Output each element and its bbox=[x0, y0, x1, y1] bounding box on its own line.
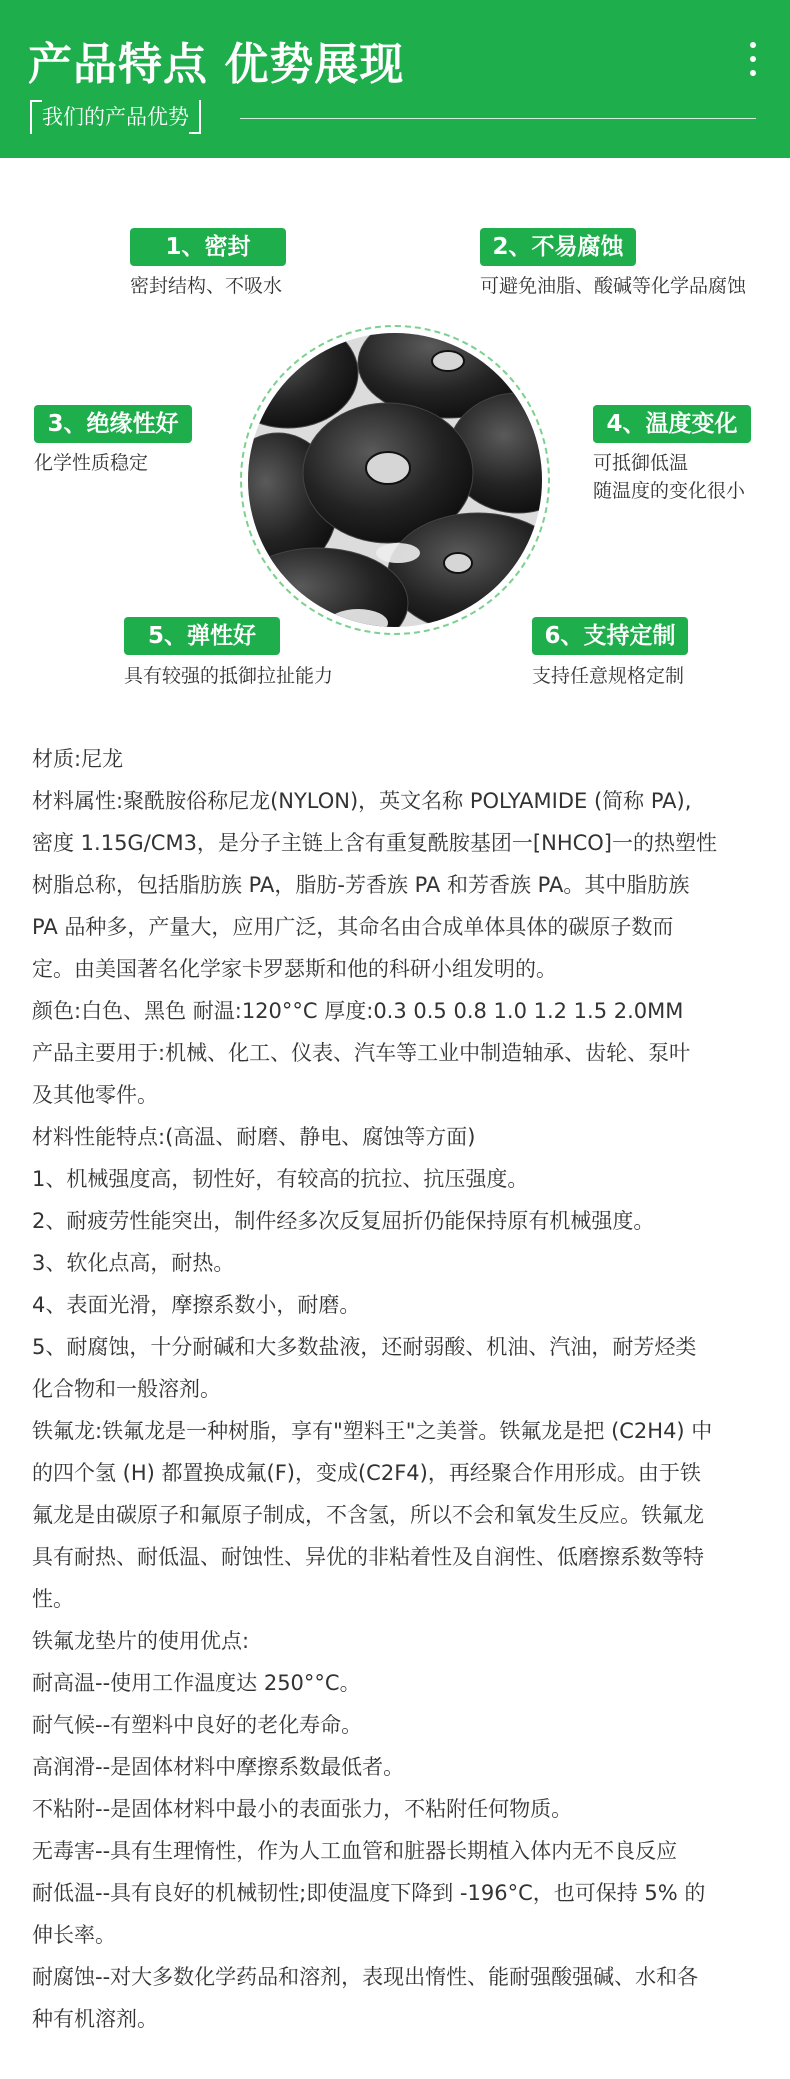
content-line: PA 品种多，产量大，应用广泛，其命名由合成单体具体的碳原子数而 bbox=[32, 915, 674, 939]
feature-badge-custom: 6、支持定制 bbox=[532, 617, 688, 655]
content-line: 颜色:白色、黑色 耐温:120°°C 厚度:0.3 0.5 0.8 1.0 1.2 1.5 2.0MM bbox=[32, 999, 684, 1023]
content-line: 性。 bbox=[32, 1587, 74, 1611]
feature-desc-temperature-2: 随温度的变化很小 bbox=[593, 480, 746, 502]
content-line: 耐低温--具有良好的机械韧性;即使温度下降到 -196°C，也可保持 5% 的 bbox=[32, 1881, 706, 1905]
header-banner bbox=[0, 0, 790, 158]
more-menu-icon[interactable] bbox=[748, 42, 758, 84]
content-line: 化合物和一般溶剂。 bbox=[32, 1377, 221, 1401]
header-subtitle: 我们的产品优势 bbox=[30, 100, 201, 134]
content-line: 2、耐疲劳性能突出，制件经多次反复屈折仍能保持原有机械强度。 bbox=[32, 1209, 655, 1233]
feature-badge-sealing: 1、密封 bbox=[130, 228, 286, 266]
feature-desc-corrosion: 可避免油脂、酸碱等化学品腐蚀 bbox=[480, 275, 747, 297]
content-line: 及其他零件。 bbox=[32, 1083, 158, 1107]
content-line: 材料属性:聚酰胺俗称尼龙(NYLON)，英文名称 POLYAMIDE (简称 PA), bbox=[32, 789, 692, 813]
feature-desc-sealing: 密封结构、不吸水 bbox=[130, 275, 283, 297]
content-line: 具有耐热、耐低温、耐蚀性、异优的非粘着性及自润性、低磨擦系数等特 bbox=[32, 1545, 704, 1569]
content-line: 密度 1.15G/CM3，是分子主链上含有重复酰胺基团一[NHCO]一的热塑性 bbox=[32, 831, 717, 855]
content-line: 高润滑--是固体材料中摩擦系数最低者。 bbox=[32, 1755, 405, 1779]
content-line: 的四个氢 (H) 都置换成氟(F)，变成(C2F4)，再经聚合作用形成。由于铁 bbox=[32, 1461, 701, 1485]
feature-badge-elasticity: 5、弹性好 bbox=[124, 617, 280, 655]
content-line: 4、表面光滑，摩擦系数小，耐磨。 bbox=[32, 1293, 361, 1317]
feature-badge-corrosion: 2、不易腐蚀 bbox=[480, 228, 636, 266]
content-line: 定。由美国著名化学家卡罗瑟斯和他的科研小组发明的。 bbox=[32, 957, 557, 981]
feature-desc-elasticity: 具有较强的抵御拉扯能力 bbox=[124, 665, 334, 687]
washers-illustration bbox=[248, 333, 542, 627]
black-washers-photo bbox=[248, 333, 542, 627]
feature-desc-custom: 支持任意规格定制 bbox=[532, 665, 685, 687]
page-title: 产品特点 优势展现 bbox=[28, 39, 405, 90]
feature-desc-temperature-1: 可抵御低温 bbox=[593, 452, 689, 474]
product-description bbox=[32, 738, 772, 2040]
content-line: 种有机溶剂。 bbox=[32, 2007, 158, 2031]
header-divider bbox=[240, 118, 756, 119]
content-line: 伸长率。 bbox=[32, 1923, 116, 1947]
content-line: 3、软化点高，耐热。 bbox=[32, 1251, 235, 1275]
content-line: 1、机械强度高，韧性好，有较高的抗拉、抗压强度。 bbox=[32, 1167, 529, 1191]
content-line: 耐高温--使用工作温度达 250°°C。 bbox=[32, 1671, 361, 1695]
content-line: 树脂总称，包括脂肪族 PA，脂肪-芳香族 PA 和芳香族 PA。其中脂肪族 bbox=[32, 873, 690, 897]
feature-badge-temperature: 4、温度变化 bbox=[593, 405, 751, 443]
content-line: 5、耐腐蚀，十分耐碱和大多数盐液，还耐弱酸、机油、汽油，耐芳烃类 bbox=[32, 1335, 697, 1359]
content-line: 材质:尼龙 bbox=[32, 747, 124, 771]
content-line: 产品主要用于:机械、化工、仪表、汽车等工业中制造轴承、齿轮、泵叶 bbox=[32, 1041, 691, 1065]
content-line: 无毒害--具有生理惰性，作为人工血管和脏器长期植入体内无不良反应 bbox=[32, 1839, 678, 1863]
content-line: 材料性能特点:(高温、耐磨、静电、腐蚀等方面) bbox=[32, 1125, 476, 1149]
content-line: 不粘附--是固体材料中最小的表面张力，不粘附任何物质。 bbox=[32, 1797, 573, 1821]
content-line: 铁氟龙:铁氟龙是一种树脂，享有"塑料王"之美誉。铁氟龙是把 (C2H4) 中 bbox=[32, 1419, 713, 1443]
content-line: 铁氟龙垫片的使用优点: bbox=[32, 1629, 250, 1653]
content-line: 耐腐蚀--对大多数化学药品和溶剂，表现出惰性、能耐强酸强碱、水和各 bbox=[32, 1965, 699, 1989]
content-line: 氟龙是由碳原子和氟原子制成，不含氢，所以不会和氧发生反应。铁氟龙 bbox=[32, 1503, 704, 1527]
feature-badge-insulation: 3、绝缘性好 bbox=[34, 405, 192, 443]
feature-desc-insulation: 化学性质稳定 bbox=[34, 452, 149, 474]
content-line: 耐气候--有塑料中良好的老化寿命。 bbox=[32, 1713, 363, 1737]
